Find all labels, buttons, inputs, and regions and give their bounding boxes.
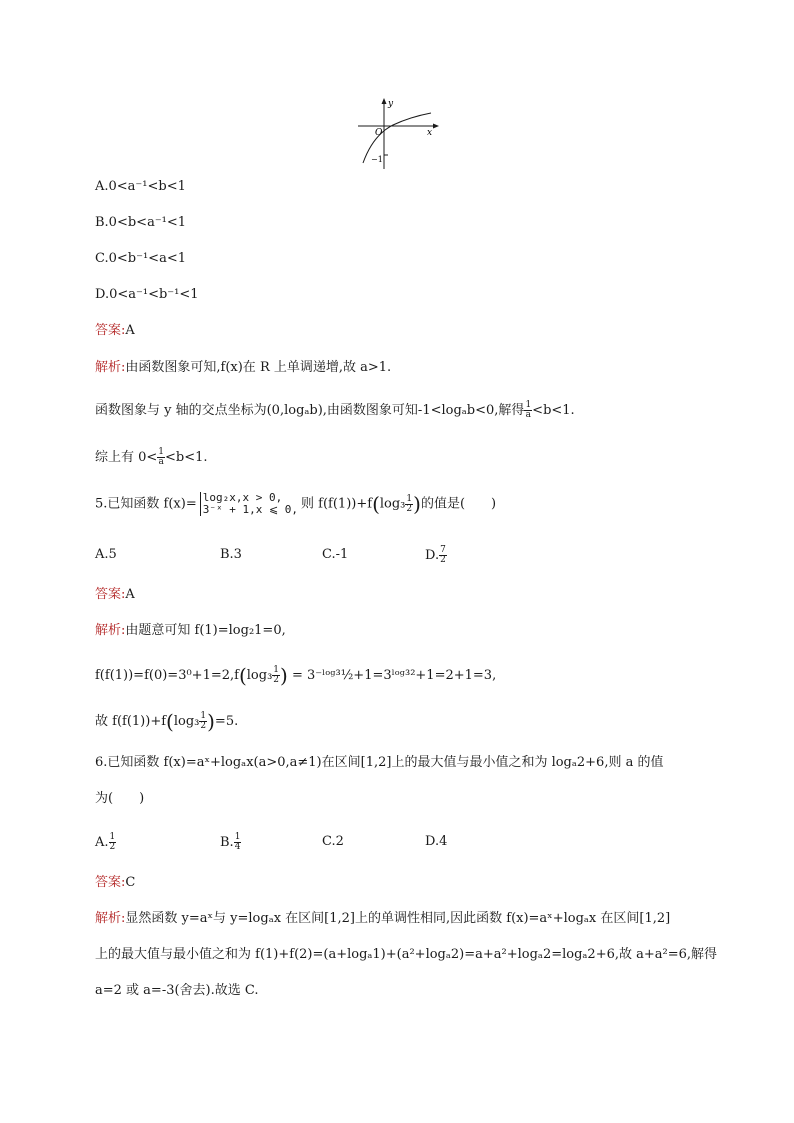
q5-option-a: A.5 [95,547,117,562]
q5-stem-log: log₃ [379,496,406,512]
fraction [405,495,413,514]
fraction-denominator: 2 [273,675,280,685]
fraction-denominator: a [158,457,164,467]
fraction-numerator: 1 [406,493,413,504]
answer-label: 答案: [95,587,126,602]
q6-answer [95,874,135,892]
y-axis-arrow [382,98,387,104]
fraction [439,546,447,565]
fraction [199,712,207,731]
q5-answer [95,586,135,604]
q5-analysis-1 [95,622,286,640]
analysis-text: f(f(1))=f(0)=3⁰+1=2,f [95,668,239,683]
x-axis-arrow [433,124,439,129]
q4-option-c: C.0<b⁻¹<a<1 [95,251,186,266]
answer-label: 答案: [95,323,126,338]
q5-stem: 5.已知函数 f(x)= log₂x,x > 0, 3⁻ˣ + 1,x ⩽ 0, 则 f(f(1))+f(log₃ $\frac{1}{2}$ )的值是( ) [95,491,497,516]
fraction [109,833,117,852]
fraction-denominator: 2 [109,842,116,852]
q4-analysis-3 [95,448,208,467]
q6-option-a [95,833,116,852]
answer-value: A [125,323,135,338]
analysis-text: 由题意可知 f(1)=log₂1=0, [125,623,286,638]
q4-option-a: A.0<a⁻¹<b<1 [95,179,186,194]
analysis-label: 解析: [95,360,126,375]
q5-analysis-3: 故 f(f(1))+f(log₃ $\frac{1}{2}$ )=5. [95,709,239,734]
fraction [157,448,165,467]
q5-stem-post-b: 的值是( ) [420,496,497,512]
analysis-text: 显然函数 y=aˣ与 y=logₐx 在区间[1,2]上的单调性相同,因此函数 f(x)=aˣ+logₐx 在区间[1,2] [125,911,671,926]
analysis-text: 函数图象与 y 轴的交点坐标为(0,logₐb),由函数图象可知-1<logₐb<0,解得 [95,403,525,418]
q6-analysis-3: a=2 或 a=-3(舍去).故选 C. [95,983,259,998]
piecewise-definition [200,492,298,516]
q5-stem-pre: 5.已知函数 f(x)= [95,496,197,512]
fraction [524,401,532,420]
fraction-numerator: 1 [273,665,280,675]
analysis-label: 解析: [95,623,126,638]
piece-top: log₂x,x > 0, [202,491,283,504]
analysis-log: log₃ [246,668,273,683]
fraction-numerator: 1 [109,832,116,842]
q6-analysis-2: 上的最大值与最小值之和为 f(1)+f(2)=(a+logₐ1)+(a²+logₐ2)=a+a²+logₐ2=logₐ2+6,故 a+a²=6,解得 [95,947,718,962]
answer-value: A [125,587,135,602]
q4-option-d: D.0<a⁻¹<b⁻¹<1 [95,287,199,302]
q6-option-b [220,833,241,852]
option-d-label: D. [425,548,440,563]
piece-bottom: 3⁻ˣ + 1,x ⩽ 0, [202,503,299,516]
q4-answer [95,322,135,340]
analysis-text: 故 f(f(1))+f [95,714,167,729]
q4-analysis-2 [95,401,575,420]
fraction-numerator: 7 [440,545,446,555]
fraction-denominator: 4 [234,842,241,852]
analysis-log: log₃ [173,714,200,729]
analysis-text: 综上有 0< [95,450,158,465]
q5-option-c: C.-1 [322,547,349,562]
analysis-text: 由函数图象可知,f(x)在 R 上单调递增,故 a>1. [125,360,392,375]
fraction-numerator: 1 [234,832,241,842]
fraction [234,833,242,852]
q6-option-d: D.4 [425,834,448,849]
fraction-numerator: 1 [200,711,207,721]
fraction-denominator: 2 [200,721,207,731]
answer-value: C [125,875,136,890]
analysis-text: <b<1. [532,403,575,418]
minus-one-label: −1 [371,155,383,164]
answer-label: 答案: [95,875,126,890]
option-b-label: B. [220,835,234,850]
q6-stem-2: 为( ) [95,791,145,806]
q4-option-b: B.0<b<a⁻¹<1 [95,215,187,230]
origin-label: O [375,128,383,138]
q5-option-d [425,546,447,565]
q6-stem-1: 6.已知函数 f(x)=aˣ+logₐx(a>0,a≠1)在区间[1,2]上的最大值与最小值之和为 logₐ2+6,则 a 的值 [95,755,664,770]
fraction-denominator: 2 [406,503,413,514]
fraction-numerator: 1 [525,400,532,410]
q5-analysis-2: f(f(1))=f(0)=3⁰+1=2,f(log₃ $\frac{1}{2}$ ) = 3⁻ˡᵒᵍ³½+1=3ˡᵒᵍ³²+1=2+1=3, [95,663,497,688]
q5-stem-post-a: 则 f(f(1))+f [301,496,373,512]
function-graph [355,95,445,170]
y-axis-label: y [388,99,394,109]
q6-option-c: C.2 [322,834,344,849]
analysis-text: = 3⁻ˡᵒᵍ³½+1=3ˡᵒᵍ³²+1=2+1=3, [287,668,497,683]
fraction [272,666,280,685]
analysis-text: <b<1. [165,450,208,465]
q5-option-b: B.3 [220,547,242,562]
fraction-denominator: 2 [440,555,446,565]
fraction-denominator: a [525,410,531,420]
q4-analysis-1 [95,359,391,377]
analysis-label: 解析: [95,911,126,926]
x-axis-label: x [427,128,433,138]
option-a-label: A. [95,835,109,850]
analysis-text: =5. [214,714,239,729]
q6-analysis-1 [95,910,670,928]
fraction-numerator: 1 [158,447,165,457]
